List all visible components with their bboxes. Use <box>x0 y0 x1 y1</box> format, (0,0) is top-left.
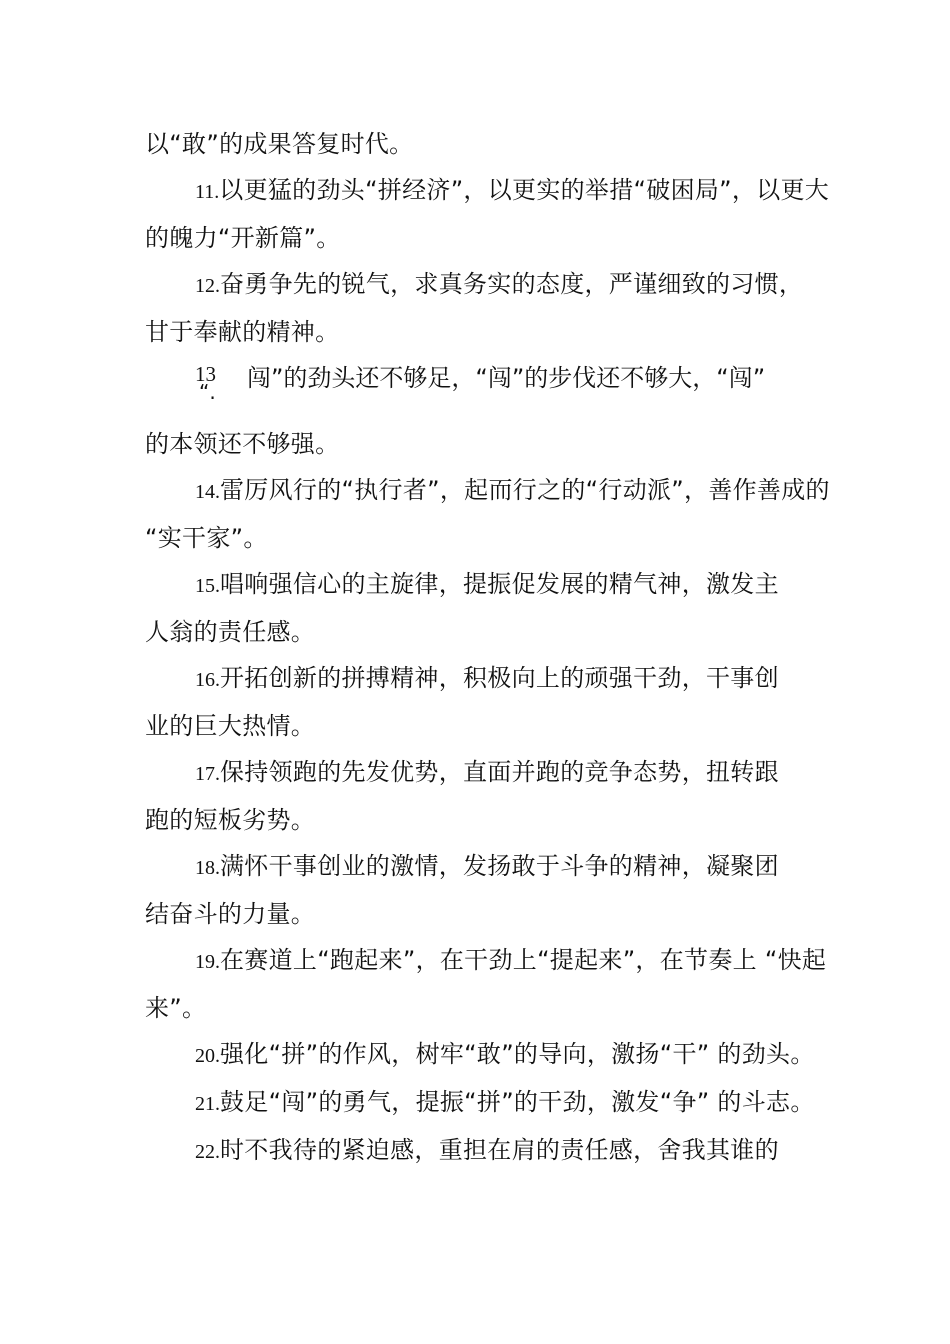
paragraph-18-continuation <box>145 891 815 937</box>
paragraph-11-continuation <box>145 215 815 261</box>
paragraph-text: 奋勇争先的锐气，求真务实的态度，严谨细致的习惯， <box>220 270 804 298</box>
paragraph-text: 保持领跑的先发优势，直面并跑的竞争态势，扭转跟 <box>220 758 779 786</box>
paragraph-text: “实干家”。 <box>145 524 268 552</box>
paragraph-number: 15. <box>195 575 220 597</box>
paragraph-text: 人翁的责任感。 <box>145 618 316 646</box>
paragraph-text: 甘于奉献的精神。 <box>145 318 340 346</box>
paragraph-text: 业的巨大热情。 <box>145 712 316 740</box>
paragraph-19 <box>145 937 827 985</box>
paragraph-15 <box>145 561 815 609</box>
paragraph-13-continuation <box>145 421 815 467</box>
paragraph-number: 12. <box>195 275 220 297</box>
paragraph-11 <box>145 167 830 215</box>
paragraph-text: 的魄力“开新篇”。 <box>145 224 341 252</box>
paragraph-number: 20. <box>195 1045 220 1067</box>
paragraph-14-continuation <box>145 515 815 561</box>
paragraph-14 <box>145 467 830 515</box>
paragraph-text: 闯”的劲头还不够足，“闯”的步伐还不够大，“闯” <box>247 364 766 392</box>
paragraph-20 <box>145 1031 815 1079</box>
paragraph-number: 22. <box>195 1141 220 1163</box>
paragraph-text: 鼓足“闯”的勇气，提振“拼”的干劲，激发“争” 的斗志。 <box>220 1088 815 1116</box>
paragraph-15-continuation <box>145 609 815 655</box>
paragraph-13 <box>145 355 815 421</box>
paragraph-17-continuation <box>145 797 815 843</box>
paragraph-12-continuation <box>145 309 815 355</box>
paragraph-number: 17. <box>195 763 220 785</box>
paragraph-number: 18. <box>195 857 220 879</box>
paragraph-number: 21. <box>195 1093 220 1115</box>
paragraph-text: 时不我待的紧迫感，重担在肩的责任感，舍我其谁的 <box>220 1136 779 1164</box>
paragraph-21 <box>145 1079 815 1127</box>
paragraph-17 <box>145 749 815 797</box>
paragraph-text: 以更猛的劲头“拼经济”，以更实的举措“破困局”，以更大 <box>219 176 830 204</box>
paragraph-text: 唱响强信心的主旋律，提振促发展的精气神，激发主 <box>220 570 779 598</box>
paragraph-number: 13 <box>195 362 216 386</box>
stray-quote-mark: “. <box>199 380 216 404</box>
paragraph-text: 以“敢”的成果答复时代。 <box>145 130 414 158</box>
paragraph-10-continuation <box>145 121 815 167</box>
paragraph-19-continuation <box>145 985 815 1031</box>
paragraph-text: 来”。 <box>145 994 207 1022</box>
paragraph-22 <box>145 1127 815 1175</box>
paragraph-12 <box>145 261 815 309</box>
paragraph-text: 结奋斗的力量。 <box>145 900 316 928</box>
paragraph-number: 14. <box>195 481 220 503</box>
paragraph-text: 在赛道上“跑起来”，在干劲上“提起来”，在节奏上 “快起 <box>220 946 827 974</box>
paragraph-text: 跑的短板劣势。 <box>145 806 316 834</box>
paragraph-text: 雷厉风行的“执行者”，起而行之的“行动派”，善作善成的 <box>220 476 830 504</box>
paragraph-text: 开拓创新的拼搏精神，积极向上的顽强干劲，干事创 <box>220 664 779 692</box>
paragraph-number: 19. <box>195 951 220 973</box>
paragraph-number: 16. <box>195 669 220 691</box>
paragraph-16 <box>145 655 815 703</box>
paragraph-text: 满怀干事创业的激情，发扬敢于斗争的精神，凝聚团 <box>220 852 779 880</box>
paragraph-number: 11. <box>195 181 220 203</box>
paragraph-text: 强化“拼”的作风，树牢“敢”的导向，激扬“干” 的劲头。 <box>220 1040 815 1068</box>
paragraph-16-continuation <box>145 703 815 749</box>
paragraph-18 <box>145 843 815 891</box>
paragraph-text: 的本领还不够强。 <box>145 430 340 458</box>
document-body <box>145 121 830 1175</box>
